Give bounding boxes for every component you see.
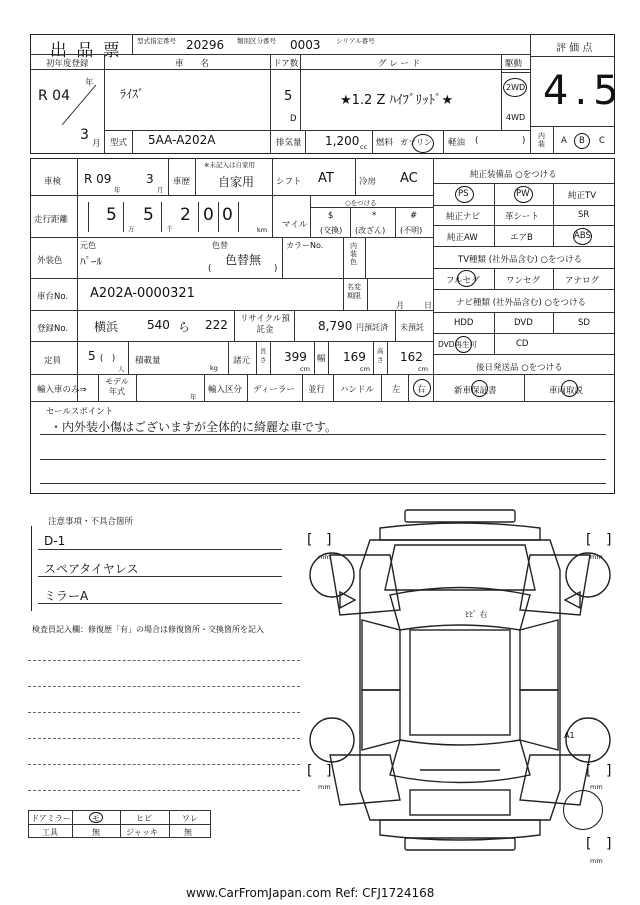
car-name: ﾗｲｽﾞ <box>120 87 145 101</box>
length: 399 <box>284 350 307 364</box>
reg-area: 横浜 <box>94 320 119 334</box>
mileage-digit-4: 0 <box>203 205 214 225</box>
drive-2wd: 2WD <box>506 83 526 92</box>
class-code-number: 0003 <box>290 38 321 52</box>
equip-leather: 革シート <box>505 212 540 222</box>
grade: ★1.2 Z ﾊｲﾌﾞﾘｯﾄﾞ★ <box>340 93 454 108</box>
mileage-digit-3: 2 <box>180 205 191 225</box>
equip-sr: SR <box>578 210 590 220</box>
door-count: 5 <box>284 89 293 104</box>
note-item-3: ミラーA <box>44 589 89 603</box>
mark-a1: A1 <box>564 731 575 740</box>
model-designation-number: 20296 <box>186 38 225 52</box>
diagonal-divider <box>62 85 96 125</box>
equip-tv: 純正TV <box>568 191 597 201</box>
inspection-year: R 09 <box>84 172 112 186</box>
model-code: 5AA-A202A <box>148 133 216 147</box>
footer-reference: www.CarFromJapan.com Ref: CFJ1724168 <box>186 886 435 900</box>
tv-fullseg: フルセグ <box>446 276 480 286</box>
navi-cd: CD <box>516 339 529 349</box>
mirror-mark <box>89 812 103 823</box>
handle-right: 右 <box>417 385 426 395</box>
spare-tire-circle <box>563 790 603 830</box>
sales-point-text: ・内外装小傷はございますが全体的に綺麗な車です。 <box>50 420 338 434</box>
equip-navi: 純正ナビ <box>446 212 481 222</box>
equip-aw: 純正AW <box>447 233 478 243</box>
note-item-2: スペアタイヤレス <box>44 562 139 576</box>
tv-analog: アナログ <box>565 276 600 286</box>
later-warranty: 新車保証書 <box>454 386 497 396</box>
fuel-gasoline: ガソリン <box>400 138 432 147</box>
navi-dvd-play: DVD再生可 <box>438 340 478 349</box>
interior-c: C <box>599 136 605 146</box>
score-label: 評 価 点 <box>556 43 593 54</box>
mileage-digit-5: 0 <box>222 205 233 225</box>
navi-dvd: DVD <box>514 318 533 328</box>
air-conditioning: AC <box>400 171 418 186</box>
drive-4wd: 4WD <box>506 113 526 122</box>
chassis-number: A202A-0000321 <box>90 286 195 301</box>
navi-type-title: ナビ種類 (社外品含む) ○をつける <box>456 298 586 308</box>
tv-oneseg: ワンセグ <box>506 276 541 286</box>
recycle-deposit: 8,790 <box>318 319 353 333</box>
height: 162 <box>400 350 423 364</box>
reg-kana: ら <box>178 320 191 334</box>
reg-class: 540 <box>147 318 170 332</box>
usage-history: 自家用 <box>218 175 255 189</box>
navi-hdd: HDD <box>454 318 474 328</box>
notes-label: 注意事項・不具合箇所 <box>48 517 134 527</box>
equip-airbag: エアB <box>510 233 533 243</box>
equip-pw: PW <box>516 189 530 199</box>
navi-sd: SD <box>578 318 590 328</box>
sheet-title: 出 品 票 <box>50 41 122 61</box>
width: 169 <box>343 350 366 364</box>
later-shipment-title: 後日発送品 ○をつける <box>476 363 563 373</box>
interior-a: A <box>561 136 567 146</box>
equip-abs: ABS <box>574 231 591 241</box>
sales-point-label: セールスポイント <box>46 407 114 417</box>
displacement: 1,200 <box>325 134 360 148</box>
std-equipment-title: 純正装備品 ○をつける <box>470 170 557 180</box>
later-manual: 車両取説 <box>549 386 584 396</box>
mileage-digit-1: 5 <box>106 205 117 225</box>
color-change: 色替無 <box>225 253 262 267</box>
reg-number: 222 <box>205 318 228 332</box>
mark-crack-right: ﾋﾋﾞ 右 <box>465 610 488 619</box>
first-reg-month: 3 <box>80 127 89 143</box>
inspection-month: 3 <box>146 172 154 186</box>
evaluation-score: 4.5 <box>543 68 625 114</box>
inspector-note-label: 検査員記入欄：修復歴「有」の場合は修復箇所・交換箇所を記入 <box>32 625 264 634</box>
original-color: ﾊﾟｰﾙ <box>80 255 102 268</box>
interior-b: B <box>579 136 585 146</box>
equip-ps: PS <box>458 189 469 199</box>
mileage-digit-2: 5 <box>143 205 154 225</box>
tv-type-title: TV種類 (社外品含む) ○をつける <box>458 255 582 265</box>
first-reg-year: R 04 <box>38 88 70 104</box>
capacity: 5 <box>88 349 96 363</box>
transmission: AT <box>318 171 334 186</box>
note-item-1: D-1 <box>44 534 66 548</box>
